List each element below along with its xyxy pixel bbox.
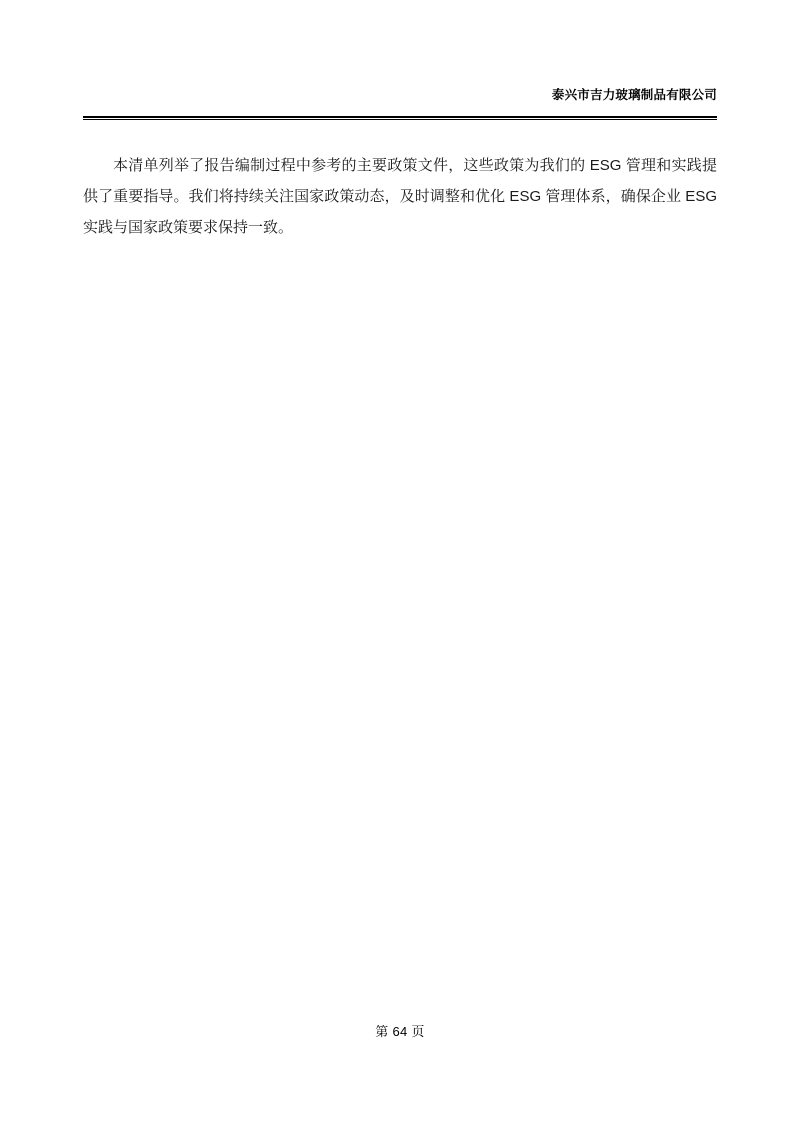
page-number: 第 64 页 [375, 1024, 425, 1039]
body-paragraph: 本清单列举了报告编制过程中参考的主要政策文件，这些政策为我们的 ESG 管理和实践提供了重要指导。我们将持续关注国家政策动态，及时调整和优化 ESG 管理体系，确保企业 ESG 实践与国家政策要求保持一致。 [83, 157, 717, 236]
page-footer [0, 1021, 800, 1041]
header-divider [83, 116, 717, 120]
page-header [83, 86, 717, 104]
header-divider-thin-line [83, 119, 717, 120]
header-company-name: 泰兴市吉力玻璃制品有限公司 [551, 88, 717, 102]
